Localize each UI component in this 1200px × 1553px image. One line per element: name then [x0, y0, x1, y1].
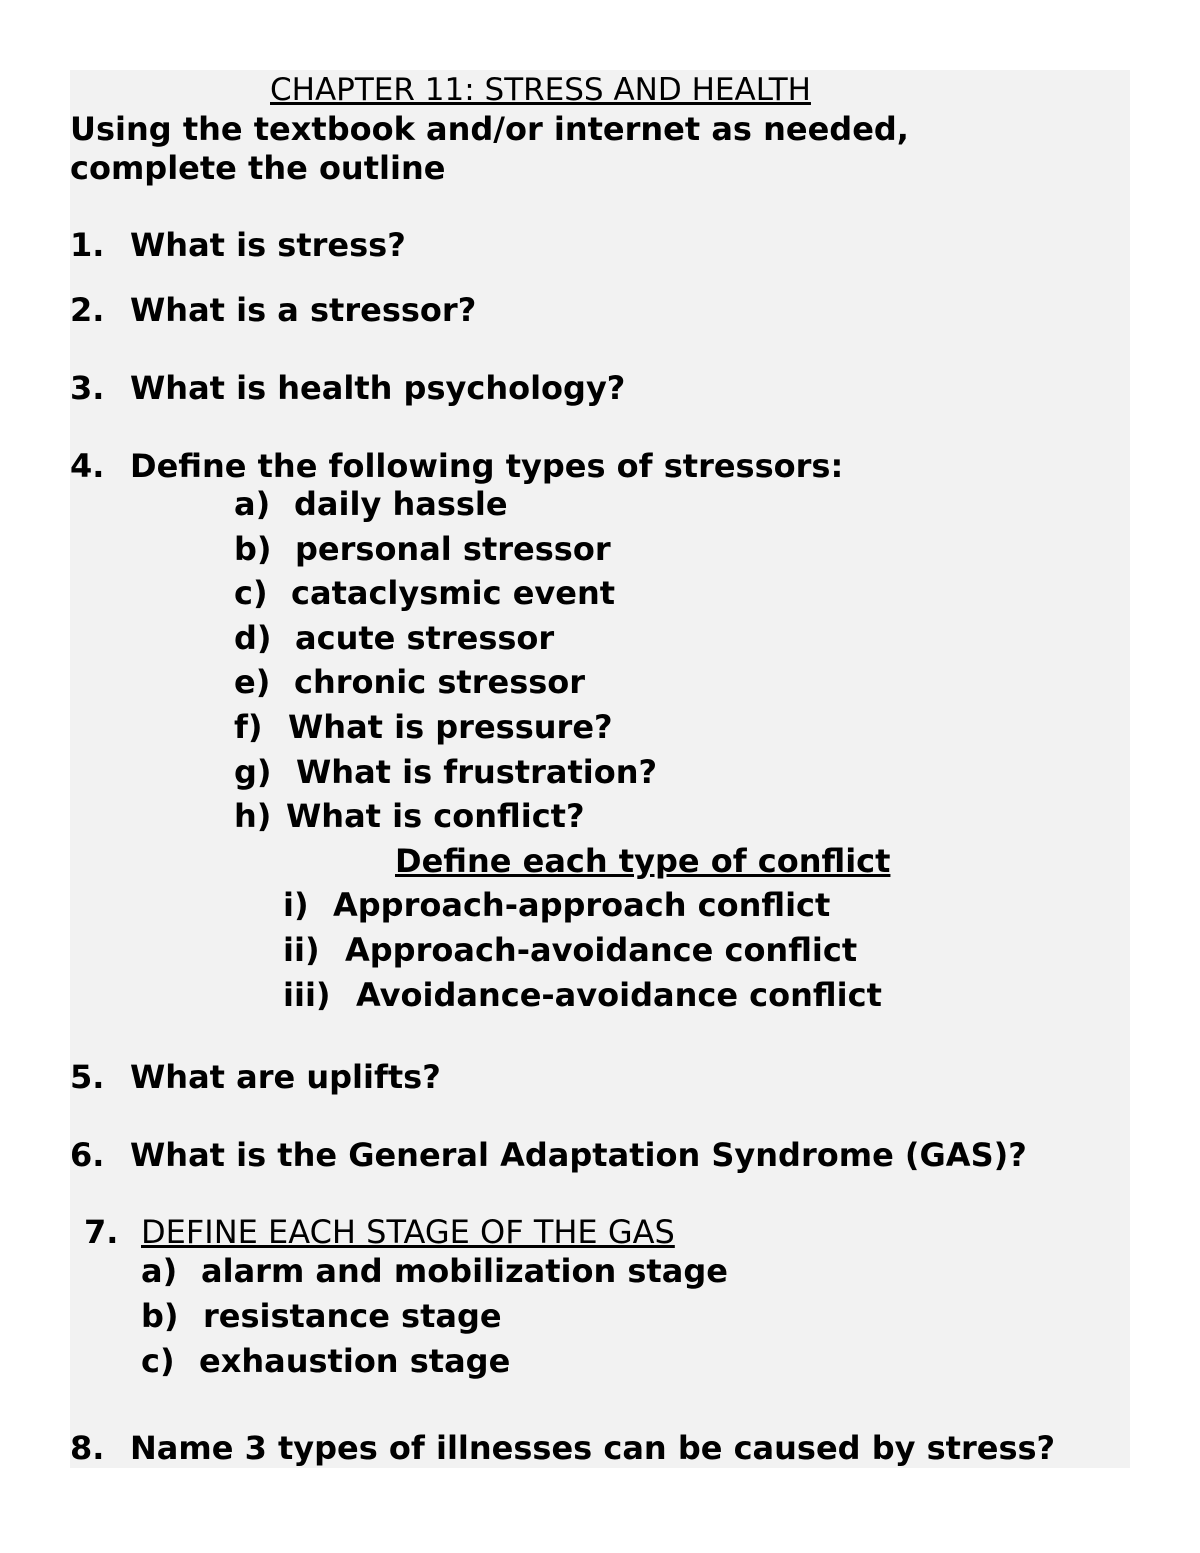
gas-stage-b-text: resistance stage: [203, 1297, 502, 1335]
question-1-text: What is stress?: [130, 226, 406, 264]
gas-stage-a-label: a): [141, 1252, 178, 1290]
stressor-h-text: What is conflict?: [286, 797, 585, 835]
conflict-i-text: Approach-approach conflict: [333, 886, 831, 924]
gas-stage-c-text: exhaustion stage: [199, 1342, 511, 1380]
stressor-g-text: What is frustration?: [296, 753, 658, 791]
conflict-section-header: Define each type of conflict: [395, 842, 891, 880]
question-7-text: DEFINE EACH STAGE OF THE GAS: [141, 1213, 675, 1251]
stressor-e-text: chronic stressor: [294, 663, 586, 701]
stressor-d-label: d): [234, 619, 272, 657]
stressor-c-label: c): [234, 574, 268, 612]
question-7-number: 7.: [84, 1213, 119, 1251]
question-4-number: 4.: [70, 447, 105, 485]
gas-stage-c-label: c): [141, 1342, 175, 1380]
stressor-h-label: h): [234, 797, 272, 835]
stressor-b-label: b): [234, 530, 272, 568]
question-6-text: What is the General Adaptation Syndrome (GAS)?: [130, 1136, 1027, 1174]
conflict-iii-text: Avoidance-avoidance conflict: [356, 976, 882, 1014]
conflict-ii-label: ii): [283, 931, 320, 969]
stressor-a-text: daily hassle: [294, 485, 508, 523]
gas-stage-b-label: b): [141, 1297, 179, 1335]
gas-stage-a-text: alarm and mobilization stage: [201, 1252, 728, 1290]
question-4-text: Define the following types of stressors:: [130, 447, 844, 485]
question-2-number: 2.: [70, 291, 105, 329]
page-title: CHAPTER 11: STRESS AND HEALTH: [270, 72, 811, 108]
instructions-line-1: Using the textbook and/or internet as needed,: [70, 110, 909, 148]
stressor-a-label: a): [234, 485, 271, 523]
stressor-d-text: acute stressor: [295, 619, 555, 657]
conflict-ii-text: Approach-avoidance conflict: [345, 931, 858, 969]
stressor-e-label: e): [234, 663, 271, 701]
question-1-number: 1.: [70, 226, 105, 264]
stressor-c-text: cataclysmic event: [291, 574, 616, 612]
question-2-text: What is a stressor?: [130, 291, 477, 329]
question-5-text: What are uplifts?: [130, 1058, 441, 1096]
conflict-i-label: i): [283, 886, 309, 924]
question-3-number: 3.: [70, 369, 105, 407]
question-8-number: 8.: [70, 1429, 105, 1467]
question-5-number: 5.: [70, 1058, 105, 1096]
question-8-text: Name 3 types of illnesses can be caused by stress?: [130, 1429, 1056, 1467]
conflict-iii-label: iii): [283, 976, 331, 1014]
stressor-f-label: f): [234, 708, 263, 746]
instructions-line-2: complete the outline: [70, 149, 446, 187]
stressor-b-text: personal stressor: [295, 530, 611, 568]
question-6-number: 6.: [70, 1136, 105, 1174]
stressor-g-label: g): [234, 753, 272, 791]
stressor-f-text: What is pressure?: [288, 708, 613, 746]
question-3-text: What is health psychology?: [130, 369, 626, 407]
